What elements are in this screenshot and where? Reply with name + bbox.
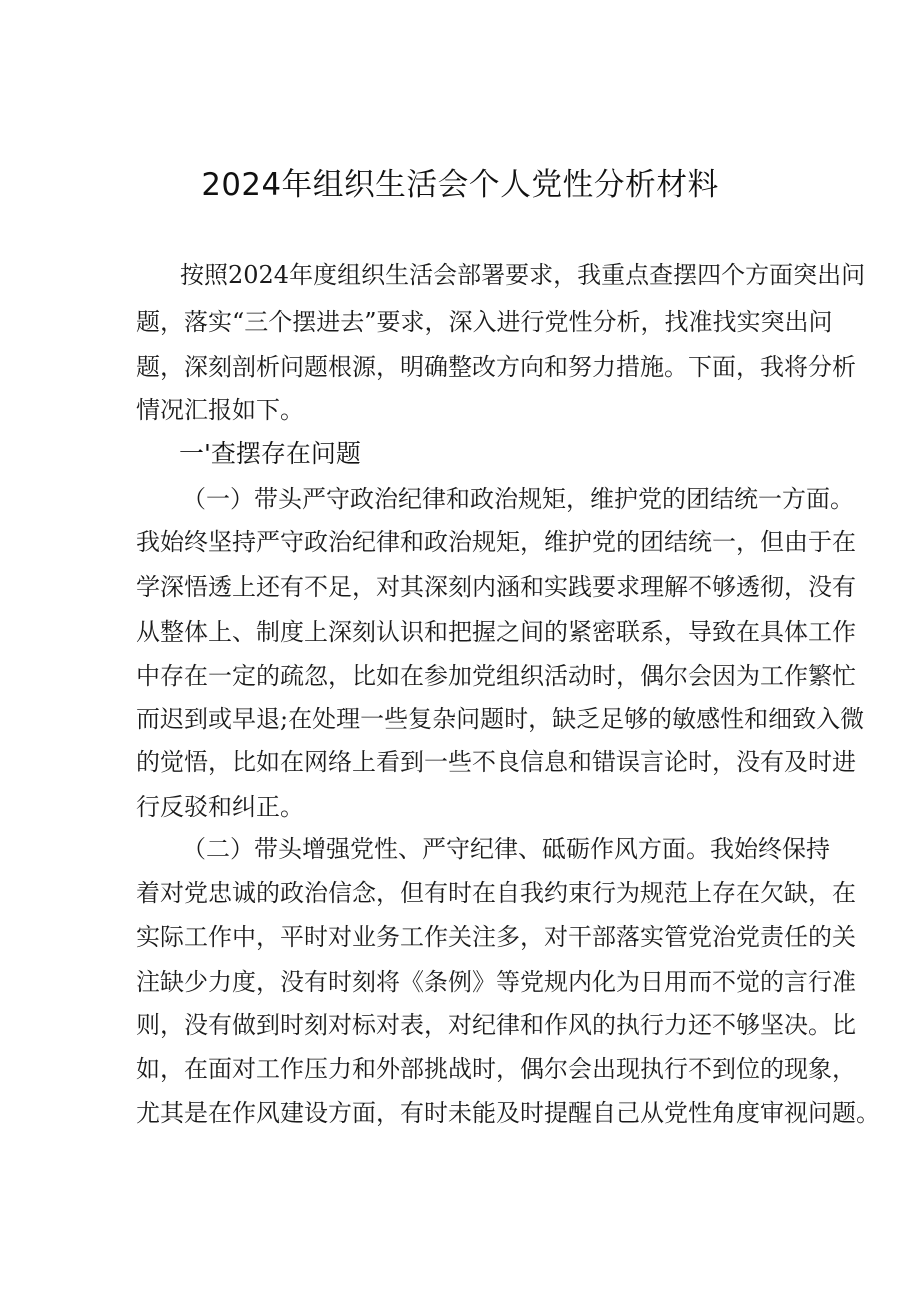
- paragraph-1-line-5: 中存在一定的疏忽，比如在参加党组织活动时，偶尔会因为工作繁忙: [136, 662, 856, 690]
- intro-line-3: 题，深刻剖析问题根源，明确整改方向和努力措施。下面，我将分析: [136, 353, 856, 381]
- paragraph-1-line-2: 我始终坚持严守政治纪律和政治规矩，维护党的团结统一，但由于在: [136, 528, 856, 556]
- paragraph-1-line-6: 而迟到或早退;在处理一些复杂问题时，缺乏足够的敏感性和细致入微: [136, 705, 865, 733]
- paragraph-2-line-1: （二）带头增强党性、严守纪律、砥砺作风方面。我始终保持: [182, 835, 830, 863]
- paragraph-2-line-3: 实际工作中，平时对业务工作关注多，对干部落实管党治党责任的关: [136, 923, 856, 951]
- intro-line-2: 题，落实“三个摆进去”要求，深入进行党性分析，找准找实突出问: [136, 308, 833, 336]
- paragraph-1-line-7: 的觉悟，比如在网络上看到一些不良信息和错误言论时，没有及时进: [136, 748, 856, 776]
- paragraph-2-line-6: 如，在面对工作压力和外部挑战时，偶尔会出现执行不到位的现象，: [136, 1055, 856, 1083]
- intro-line-4: 情况汇报如下。: [136, 396, 304, 424]
- paragraph-2-line-5: 则，没有做到时刻对标对表，对纪律和作风的执行力还不够坚决。比: [136, 1011, 856, 1039]
- paragraph-1-line-3: 学深悟透上还有不足，对其深刻内涵和实践要求理解不够透彻，没有: [136, 573, 856, 601]
- intro-line-1: 按照2024年度组织生活会部署要求，我重点查摆四个方面突出问: [180, 261, 866, 289]
- paragraph-1-line-1: （一）带头严守政治纪律和政治规矩，维护党的团结统一方面。: [182, 485, 854, 513]
- paragraph-1-line-8: 行反驳和纠正。: [136, 793, 304, 821]
- paragraph-2-line-2: 着对党忠诚的政治信念，但有时在自我约束行为规范上存在欠缺，在: [136, 879, 856, 907]
- document-title: 2024年组织生活会个人党性分析材料: [201, 167, 719, 203]
- paragraph-2-line-4: 注缺少力度，没有时刻将《条例》等党规内化为日用而不觉的言行准: [136, 968, 856, 996]
- paragraph-2-line-7: 尤其是在作风建设方面，有时未能及时提醒自己从党性角度审视问题。: [136, 1099, 880, 1127]
- section-heading: 一'查摆存在问题: [179, 439, 361, 468]
- paragraph-1-line-4: 从整体上、制度上深刻认识和把握之间的紧密联系，导致在具体工作: [136, 618, 856, 646]
